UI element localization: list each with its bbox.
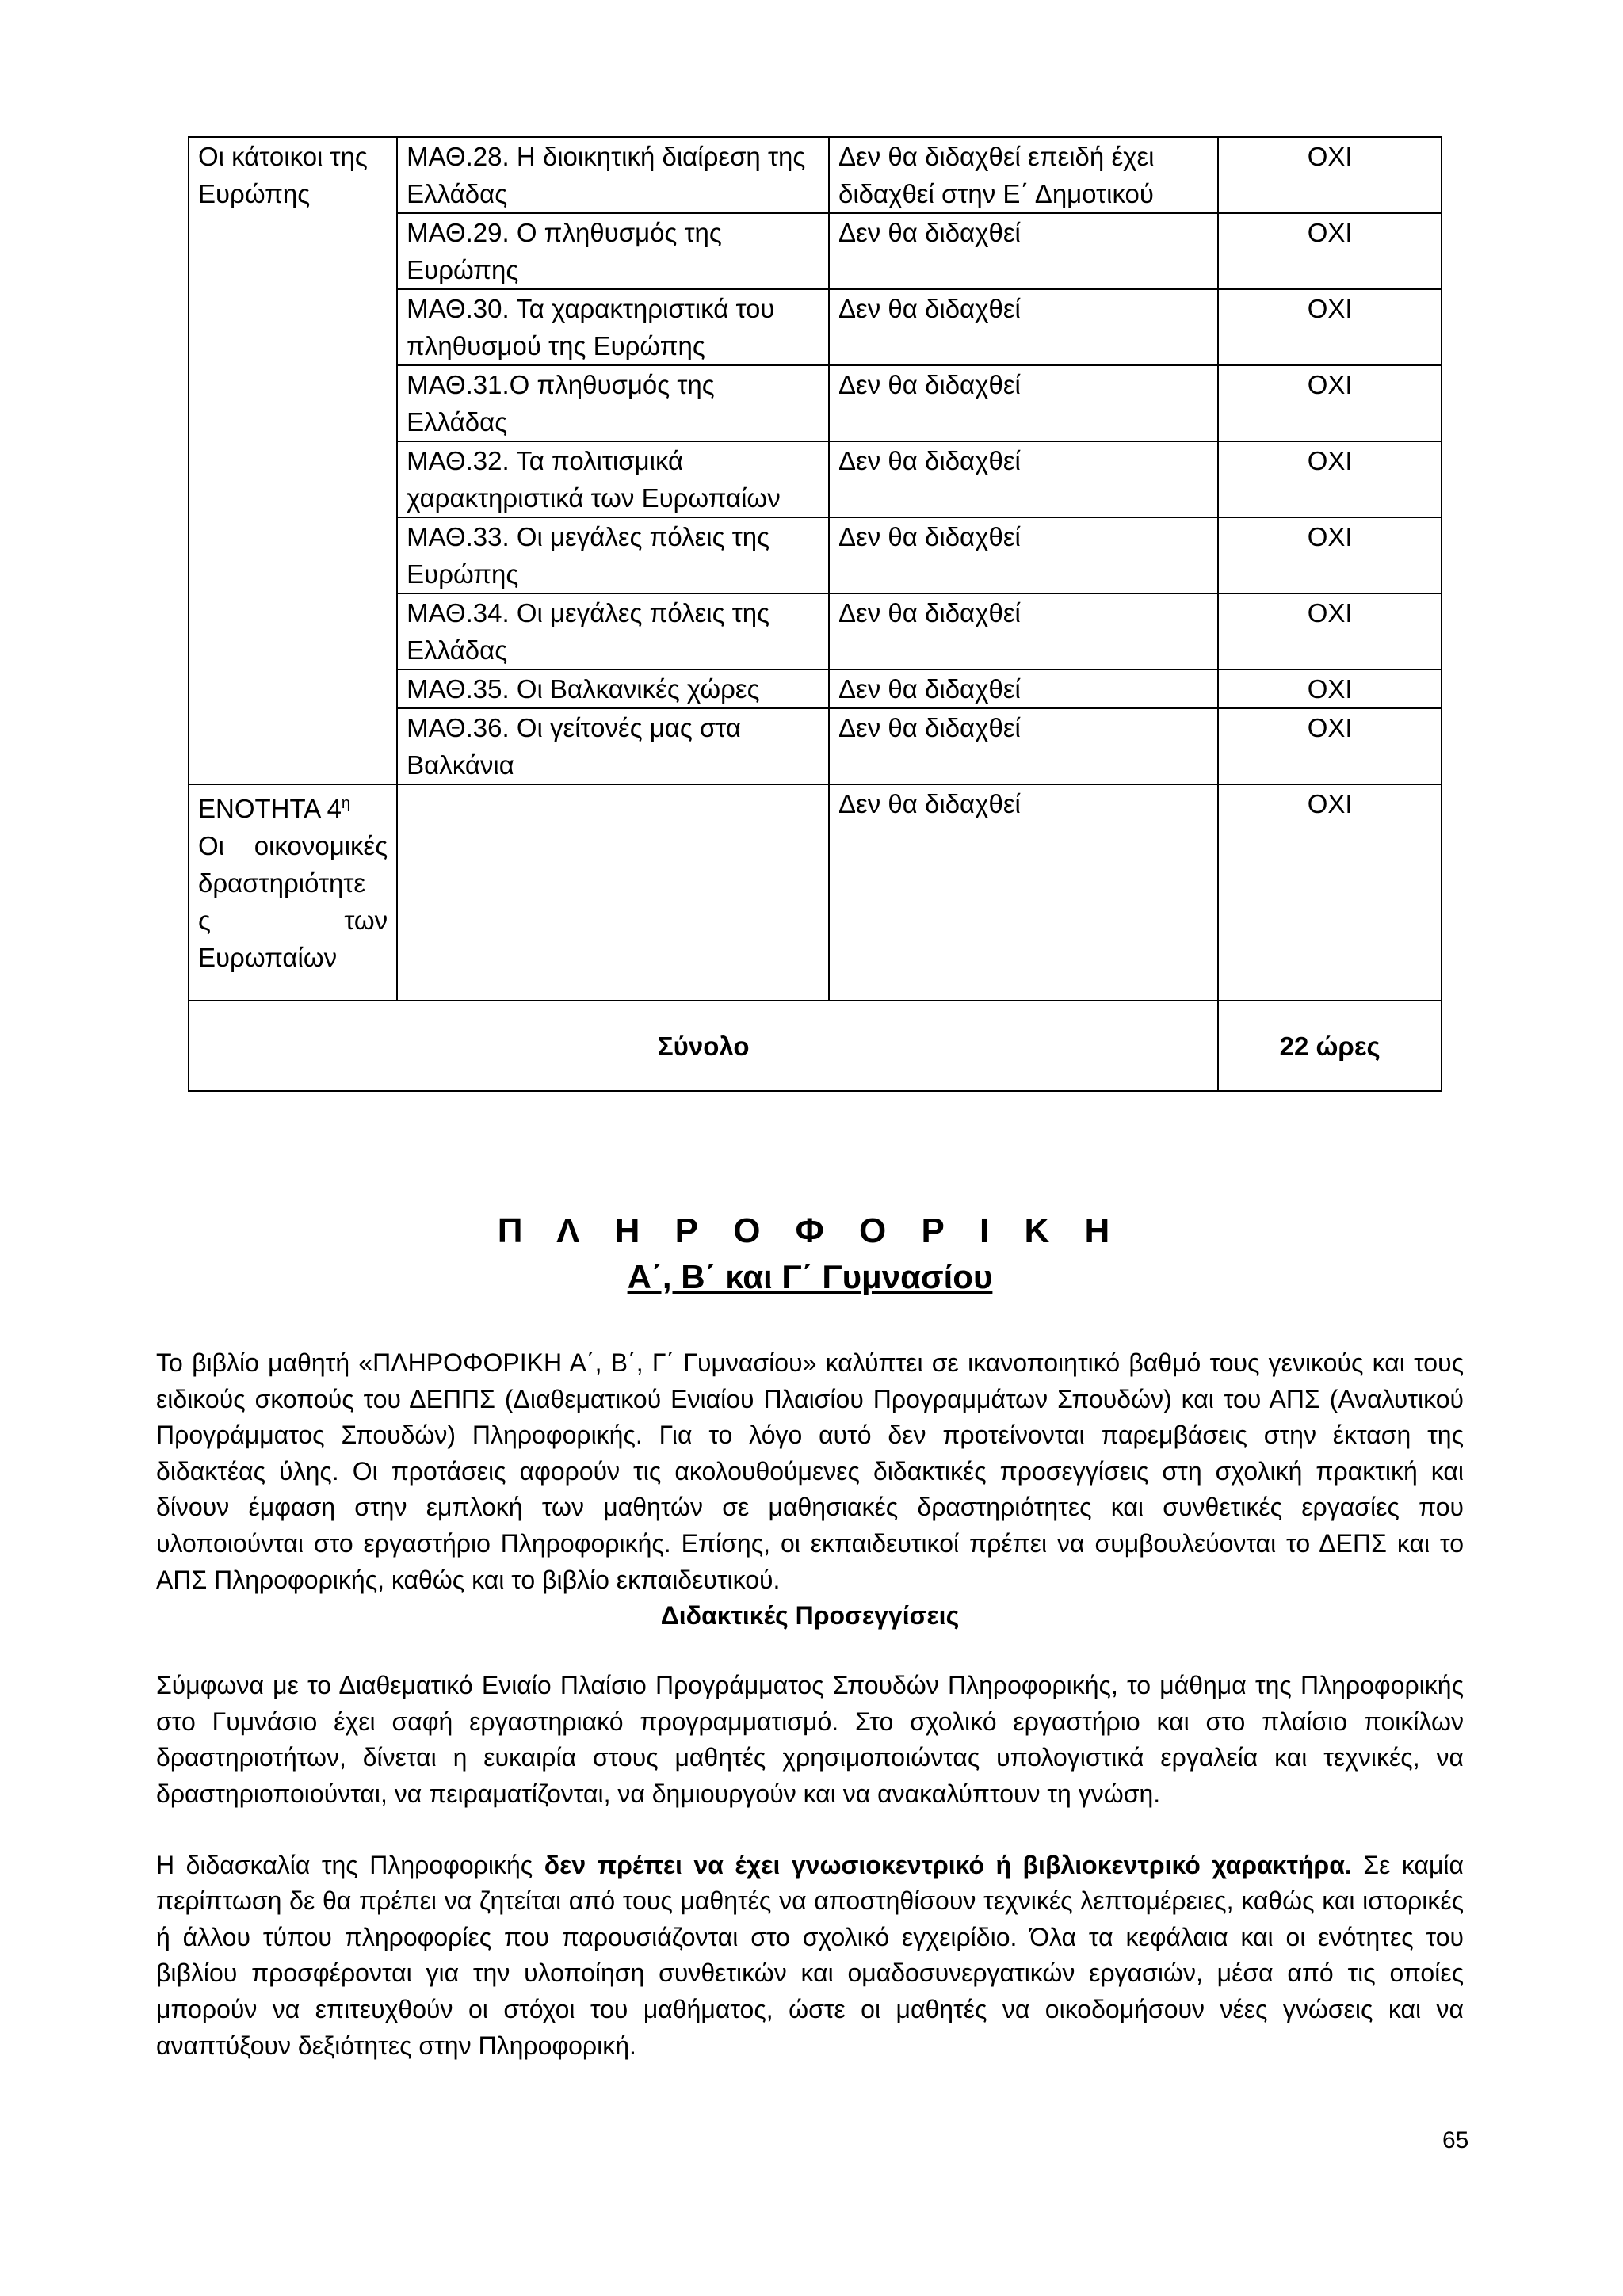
teaching-paragraph-emphasis: δεν πρέπει να έχει γνωσιοκεντρικό ή βιβλιοκεντρικό χαρακτήρα. (544, 1850, 1352, 1879)
lesson-cell: ΜΑΘ.34. Οι μεγάλες πόλεις της Ελλάδας (397, 593, 829, 669)
note-cell: Δεν θα διδαχθεί (829, 708, 1218, 784)
total-label: Σύνολο (189, 1001, 1218, 1091)
note-cell: Δεν θα διδαχθεί (829, 289, 1218, 365)
approaches-paragraph: Σύμφωνα με το Διαθεματικό Ενιαίο Πλαίσιο Προγράμματος Σπουδών Πληροφορικής, το μάθημα της Πληροφορικής στο Γυμνάσιο έχει σαφή εργαστηριακό προγραμματισμό. Στο σχολικό εργαστήριο και στο πλαίσιο ποικίλων δραστηριοτήτων, δίνεται η ευκαιρία στους μαθητές χρησιμοποιώντας υπολογιστικά εργαλεία και τεχνικές, να δραστηριοποιούνται, να πειραματίζονται, να δημιουργούν και να ανακαλύπτουν τη γνώση. (156, 1671, 1464, 1808)
note-cell: Δεν θα διδαχθεί (829, 593, 1218, 669)
lesson-cell: ΜΑΘ.31.Ο πληθυσμός της Ελλάδας (397, 365, 829, 441)
unit-name-line: ς των (198, 906, 388, 935)
teaching-paragraph-rest: Σε καμία περίπτωση δε θα πρέπει να ζητείται από τους μαθητές να αποστηθίσουν τεχνικές λεπτομέρειες, καθώς και ιστορικές ή άλλου τύπου πληροφορίες που παρουσιάζονται στο σχολικό εγχειρίδιο. Όλα τα κεφάλαια και οι ενότητες του βιβλίου προσφέρονται για την υλοποίηση συνθετικών και ομαδοσυνεργατικών εργασιών, μέσα από τις οποίες μπορούν να επιτευχθούν οι στόχοι του μαθήματος, ώστε οι μαθητές να οικοδομήσουν νέες γνώσεις και να αναπτύξουν δεξιότητες στην Πληροφορική. (156, 1850, 1465, 2060)
approaches-heading: Διδακτικές Προσεγγίσεις (660, 1601, 960, 1630)
lesson-cell (397, 784, 829, 1001)
note-cell: Δεν θα διδαχθεί (829, 517, 1218, 593)
table-row (189, 784, 1442, 1001)
unit-name-line: Οι οικονομικές (198, 831, 388, 860)
unit-name-line: Ευρωπαίων (198, 943, 338, 972)
note-cell: Δεν θα διδαχθεί (829, 441, 1218, 517)
intro-paragraph: Το βιβλίο μαθητή «ΠΛΗΡΟΦΟΡΙΚΗ Α΄, Β΄, Γ΄ Γυμνασίου» καλύπτει σε ικανοποιητικό βαθμό τους γενικούς και τους ειδικούς σκοπούς του ΔΕΠΠΣ (Διαθεματικού Ενιαίου Πλαισίου Προγραμμάτων Σπουδών) και του ΑΠΣ (Αναλυτικού Προγράμματος Σπουδών) Πληροφορικής. Για το λόγο αυτό δεν προτείνονται παρεμβάσεις στην έκταση της διδακτέας ύλης. Οι προτάσεις αφορούν τις ακολουθούμενες διδακτικές προσεγγίσεις στη σχολική πρακτική και δίνουν έμφαση στην εμπλοκή των μαθητών σε μαθησιακές δραστηριότητες και συνθετικές εργασίες που υλοποιούνται στο εργαστήριο Πληροφορικής. Επίσης, οι εκπαιδευτικοί πρέπει να συμβουλεύονται το ΔΕΠΣ και το ΑΠΣ Πληροφορικής, καθώς και το βιβλίο εκπαιδευτικού. (156, 1348, 1464, 1594)
answer-cell: ΟΧΙ (1218, 784, 1442, 1001)
answer-cell: ΟΧΙ (1218, 517, 1442, 593)
teaching-paragraph-start: Η διδασκαλία της Πληροφορικής (156, 1850, 544, 1879)
answer-cell: ΟΧΙ (1218, 708, 1442, 784)
unit-cell (189, 137, 397, 784)
section-subtitle: Α΄, Β΄ και Γ΄ Γυμνασίου (627, 1258, 993, 1295)
note-cell: Δεν θα διδαχθεί (829, 669, 1218, 708)
answer-cell: ΟΧΙ (1218, 365, 1442, 441)
lesson-cell: ΜΑΘ.29. Ο πληθυσμός της Ευρώπης (397, 213, 829, 289)
lesson-cell: ΜΑΘ.30. Τα χαρακτηριστικά του πληθυσμού της Ευρώπης (397, 289, 829, 365)
answer-cell: ΟΧΙ (1218, 441, 1442, 517)
note-cell: Δεν θα διδαχθεί επειδή έχει διδαχθεί στην Ε΄ Δημοτικού (829, 137, 1218, 213)
answer-cell: ΟΧΙ (1218, 593, 1442, 669)
lesson-cell: ΜΑΘ.28. Η διοικητική διαίρεση της Ελλάδας (397, 137, 829, 213)
lesson-cell: ΜΑΘ.33. Οι μεγάλες πόλεις της Ευρώπης (397, 517, 829, 593)
curriculum-table (188, 136, 1442, 1092)
page-number: 65 (1442, 2127, 1469, 2153)
section-title: Π Λ Η Ρ Ο Φ Ο Ρ Ι Κ Η (497, 1211, 1123, 1250)
table-row (189, 137, 1442, 213)
answer-cell: ΟΧΙ (1218, 289, 1442, 365)
lesson-cell: ΜΑΘ.36. Οι γείτονές μας στα Βαλκάνια (397, 708, 829, 784)
unit-title: ΕΝΟΤΗΤΑ $4^\eta$ (198, 794, 351, 823)
lesson-cell: ΜΑΘ.35. Οι Βαλκανικές χώρες (397, 669, 829, 708)
teaching-paragraph (156, 1848, 1464, 2065)
answer-cell: ΟΧΙ (1218, 669, 1442, 708)
unit-cell (189, 784, 397, 1001)
total-row (189, 1001, 1442, 1091)
lesson-cell: ΜΑΘ.32. Τα πολιτισμικά χαρακτηριστικά των Ευρωπαίων (397, 441, 829, 517)
note-cell: Δεν θα διδαχθεί (829, 213, 1218, 289)
answer-cell: ΟΧΙ (1218, 137, 1442, 213)
page-content (156, 136, 1464, 2064)
unit-name-line: δραστηριότητε (198, 868, 366, 898)
unit-label: Οι κάτοικοι της Ευρώπης (198, 142, 368, 208)
note-cell: Δεν θα διδαχθεί (829, 365, 1218, 441)
note-cell: Δεν θα διδαχθεί (829, 784, 1218, 1001)
total-value: 22 ώρες (1218, 1001, 1442, 1091)
answer-cell: ΟΧΙ (1218, 213, 1442, 289)
